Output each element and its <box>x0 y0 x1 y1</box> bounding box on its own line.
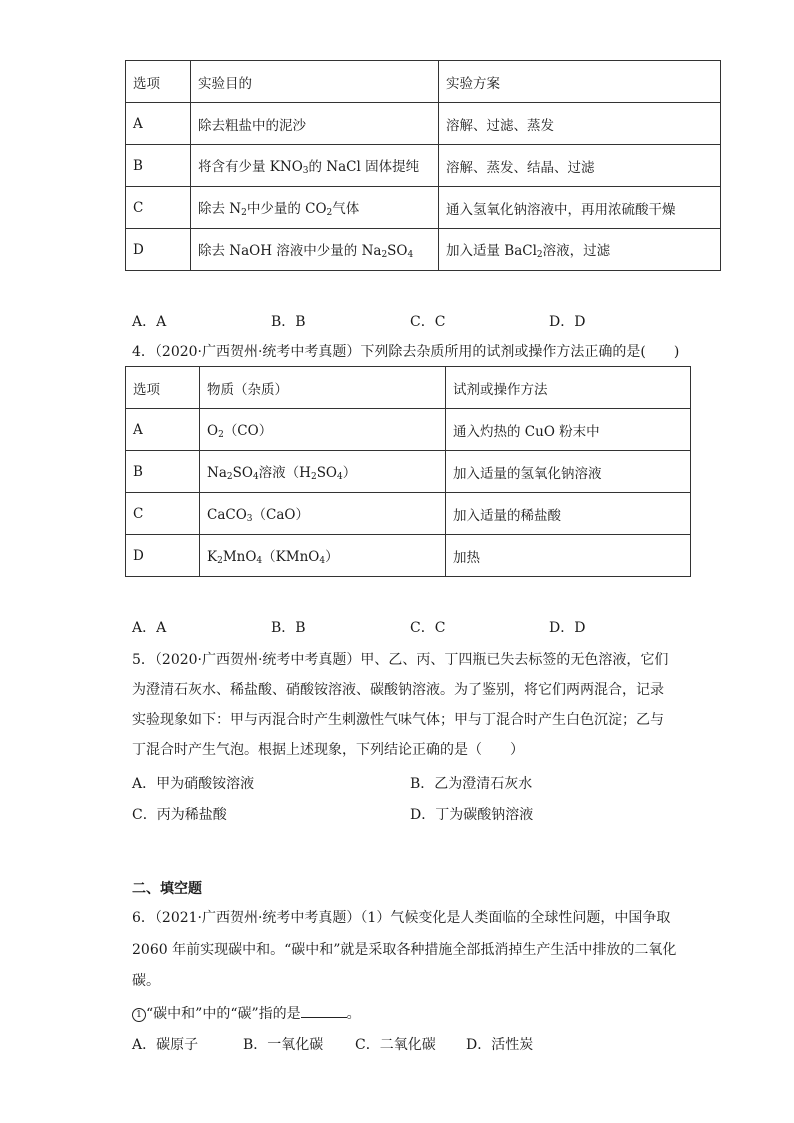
table-header-cell: 试剂或操作方法 <box>446 367 691 409</box>
table-header-cell: 实验方案 <box>439 61 721 103</box>
option-cell: B <box>126 145 191 187</box>
substance-cell: $K_2MnO_4(KMnO_4)$ <box>200 535 446 577</box>
table-row <box>126 187 721 229</box>
q5-stem-line: 丁混合时产生气泡。根据上述现象，下列结论正确的是（ ） <box>132 742 524 758</box>
answer-blank[interactable] <box>301 1005 347 1018</box>
q6-option-c: C．二氧化碳 <box>355 1037 436 1053</box>
option-cell: D <box>126 535 200 577</box>
option-cell: C <box>126 187 191 229</box>
q3-option-b: B．B <box>271 314 306 330</box>
q5-stem-line: 为澄清石灰水、稀盐酸、硝酸铵溶液、碳酸钠溶液。为了鉴别，将它们两两混合，记录 <box>132 682 664 698</box>
q5-stem-line: 5．（2020·广西贺州·统考中考真题）甲、乙、丙、丁四瓶已失去标签的无色溶液，它们 <box>132 652 669 668</box>
q4-option-b: B．B <box>271 620 306 636</box>
table-row <box>126 535 691 577</box>
table-row <box>126 103 721 145</box>
q6-option-b: B．一氧化碳 <box>243 1037 324 1053</box>
q6-subquestion: 1 “碳中和”中的“碳”指的是 。 <box>132 1003 361 1023</box>
q3-option-c: C．C <box>410 314 446 330</box>
option-cell: D <box>126 229 191 271</box>
option-cell: B <box>126 451 200 493</box>
option-cell: A <box>126 103 191 145</box>
option-cell: C <box>126 493 200 535</box>
q5-option-c: C．丙为稀盐酸 <box>132 807 227 823</box>
plan-cell: 通入氢氧化钠溶液中，再用浓硫酸干燥 <box>439 187 721 229</box>
q4-option-c: C．C <box>410 620 446 636</box>
plan-cell: 溶解、蒸发、结晶、过滤 <box>439 145 721 187</box>
substance-cell: $O_2(CO)$ <box>200 409 446 451</box>
q6-option-a: A．碳原子 <box>132 1037 199 1053</box>
q6-stem-line: 6．（2021·广西贺州·统考中考真题）（1）气候变化是人类面临的全球性问题，中国争取 <box>132 910 671 926</box>
table-header-cell: 实验目的 <box>191 61 439 103</box>
goal-cell: 除去 NaOH 溶液中少量的 $Na_2SO_4$ <box>191 229 439 271</box>
section-heading: 二、填空题 <box>132 881 202 897</box>
table-row <box>126 145 721 187</box>
method-cell: 加热 <box>446 535 691 577</box>
experiment-table <box>125 60 721 271</box>
table-header-cell: 物质（杂质） <box>200 367 446 409</box>
goal-cell: 除去 $N_2$中少量的 $CO_2$气体 <box>191 187 439 229</box>
table-header-cell: 选项 <box>126 367 200 409</box>
impurity-table <box>125 366 691 577</box>
table-header-cell: 选项 <box>126 61 191 103</box>
q4-stem: 4．（2020·广西贺州·统考中考真题）下列除去杂质所用的试剂或操作方法正确的是( ) <box>132 344 680 360</box>
option-cell: A <box>126 409 200 451</box>
circled-number: 1 <box>132 1008 146 1022</box>
table-header-row <box>126 367 691 409</box>
q6-stem-line: 2060 年前实现碳中和。“碳中和”就是采取各种措施全部抵消掉生产生活中排放的二氧化 <box>132 942 677 958</box>
method-cell: 加入适量的氢氧化钠溶液 <box>446 451 691 493</box>
table-row <box>126 451 691 493</box>
q4-option-a: A．A <box>132 620 167 636</box>
table-row <box>126 493 691 535</box>
goal-cell: 除去粗盐中的泥沙 <box>191 103 439 145</box>
substance-cell: $Na_2SO_4$溶液$(H_2SO_4)$ <box>200 451 446 493</box>
plan-cell: 加入适量 BaCl$_2$溶液，过滤 <box>439 229 721 271</box>
table-header-row <box>126 61 721 103</box>
substance-cell: CaCO$_3$（CaO） <box>200 493 446 535</box>
q5-stem-line: 实验现象如下：甲与丙混合时产生刺激性气味气体；甲与丁混合时产生白色沉淀；乙与 <box>132 712 664 728</box>
q5-option-a: A．甲为硝酸铵溶液 <box>132 776 255 792</box>
q5-option-d: D．丁为碳酸钠溶液 <box>410 807 534 823</box>
table-row <box>126 229 721 271</box>
method-cell: 加入适量的稀盐酸 <box>446 493 691 535</box>
plan-cell: 溶解、过滤、蒸发 <box>439 103 721 145</box>
table-row <box>126 409 691 451</box>
q6-option-d: D．活性炭 <box>466 1037 534 1053</box>
q3-option-d: D．D <box>549 314 586 330</box>
q5-option-b: B．乙为澄清石灰水 <box>410 776 533 792</box>
goal-cell: 将含有少量 $KNO_3$的 NaCl 固体提纯 <box>191 145 439 187</box>
q6-stem-line: 碳。 <box>132 973 160 989</box>
q4-option-d: D．D <box>549 620 586 636</box>
method-cell: 通入灼热的 CuO 粉末中 <box>446 409 691 451</box>
q3-option-a: A．A <box>132 314 167 330</box>
